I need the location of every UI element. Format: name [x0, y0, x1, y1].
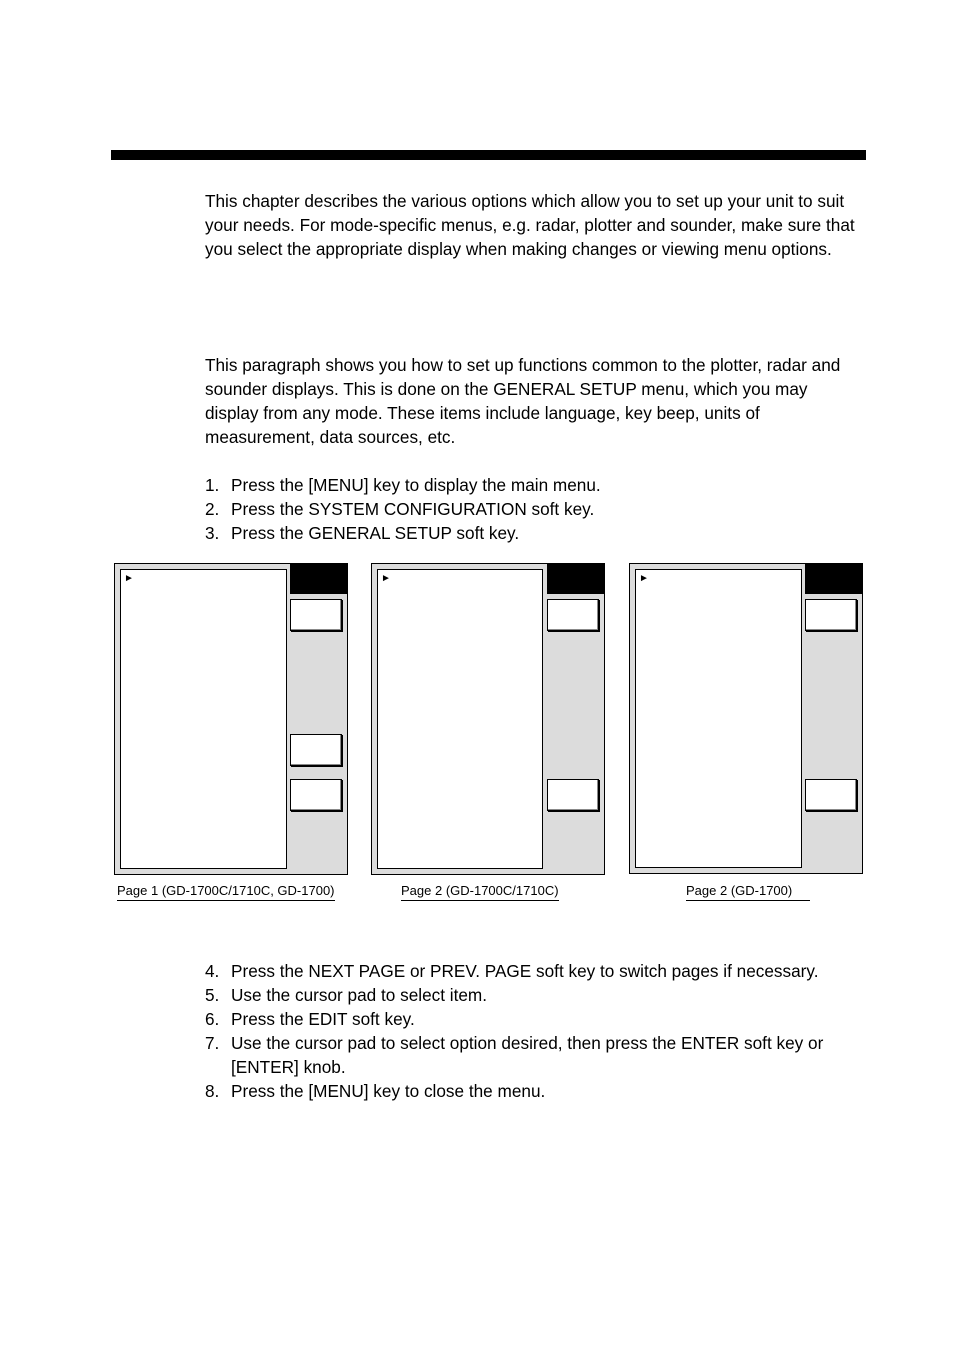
cursor-arrow-icon: ►: [639, 573, 649, 584]
step-number: 8.: [205, 1081, 220, 1101]
intro-paragraph: This chapter describes the various options which allow you to set up your unit to suit your needs. For mode-specific menus, e.g. radar, plotter and sounder, make sure that you select the appropriate display when making changes or viewing menu options.: [205, 191, 855, 259]
cursor-arrow-icon: ►: [124, 573, 134, 584]
step-number: 3.: [205, 523, 220, 543]
general-setup-paragraph: This paragraph shows you how to set up functions common to the plotter, radar and sounder displays. This is done on the GENERAL SETUP menu, which you may display from any mode. These items include language, key beep, units of measurement, data sources, etc.: [205, 355, 841, 447]
step-number: 6.: [205, 1009, 220, 1029]
screen-caption-page1: Page 1 (GD-1700C/1710C, GD-1700): [117, 883, 335, 901]
menu-title-block: [547, 564, 604, 594]
step-text: Use the cursor pad to select item.: [231, 985, 488, 1005]
softkey-1[interactable]: [290, 599, 342, 631]
procedure-steps-2: [205, 959, 865, 1103]
screen-caption-page2-color: Page 2 (GD-1700C/1710C): [401, 883, 559, 901]
menu-title-block: [805, 564, 862, 594]
step-text: Press the SYSTEM CONFIGURATION soft key.: [231, 499, 595, 519]
list-item: [205, 473, 865, 497]
list-item: [205, 521, 865, 545]
softkey-return[interactable]: [805, 779, 857, 811]
menu-list-area: [377, 569, 543, 869]
menu-list-area: [120, 569, 287, 869]
softkey-return[interactable]: [290, 779, 342, 811]
menu-screen-page1: [114, 563, 348, 875]
procedure-steps-1: [205, 473, 865, 545]
softkey-1[interactable]: [547, 599, 599, 631]
menu-screen-page2-color: [371, 563, 605, 875]
softkey-1[interactable]: [805, 599, 857, 631]
step-number: 7.: [205, 1033, 220, 1053]
list-item: [205, 1031, 865, 1079]
menu-title-block: [290, 564, 347, 594]
step-number: 4.: [205, 961, 220, 981]
step-number: 5.: [205, 985, 220, 1005]
chapter-title-rule: [111, 150, 866, 160]
step-text: Press the GENERAL SETUP soft key.: [231, 523, 520, 543]
step-text: Press the [MENU] key to close the menu.: [231, 1081, 546, 1101]
screen-caption-page2-mono: Page 2 (GD-1700): [686, 883, 810, 901]
list-item: [205, 1007, 865, 1031]
softkey-next-page[interactable]: [290, 734, 342, 766]
list-item: [205, 497, 865, 521]
cursor-arrow-icon: ►: [381, 573, 391, 584]
list-item: [205, 1079, 865, 1103]
softkey-return[interactable]: [547, 779, 599, 811]
step-text: Press the [MENU] key to display the main menu.: [231, 475, 601, 495]
step-text: Use the cursor pad to select option desired, then press the ENTER soft key or [ENTER] knob.: [231, 1033, 824, 1077]
step-text: Press the EDIT soft key.: [231, 1009, 415, 1029]
menu-list-area: [635, 569, 802, 868]
step-text: Press the NEXT PAGE or PREV. PAGE soft key to switch pages if necessary.: [231, 961, 819, 981]
list-item: [205, 983, 865, 1007]
step-number: 2.: [205, 499, 220, 519]
menu-screen-page2-mono: [629, 563, 863, 874]
step-number: 1.: [205, 475, 220, 495]
list-item: [205, 959, 865, 983]
